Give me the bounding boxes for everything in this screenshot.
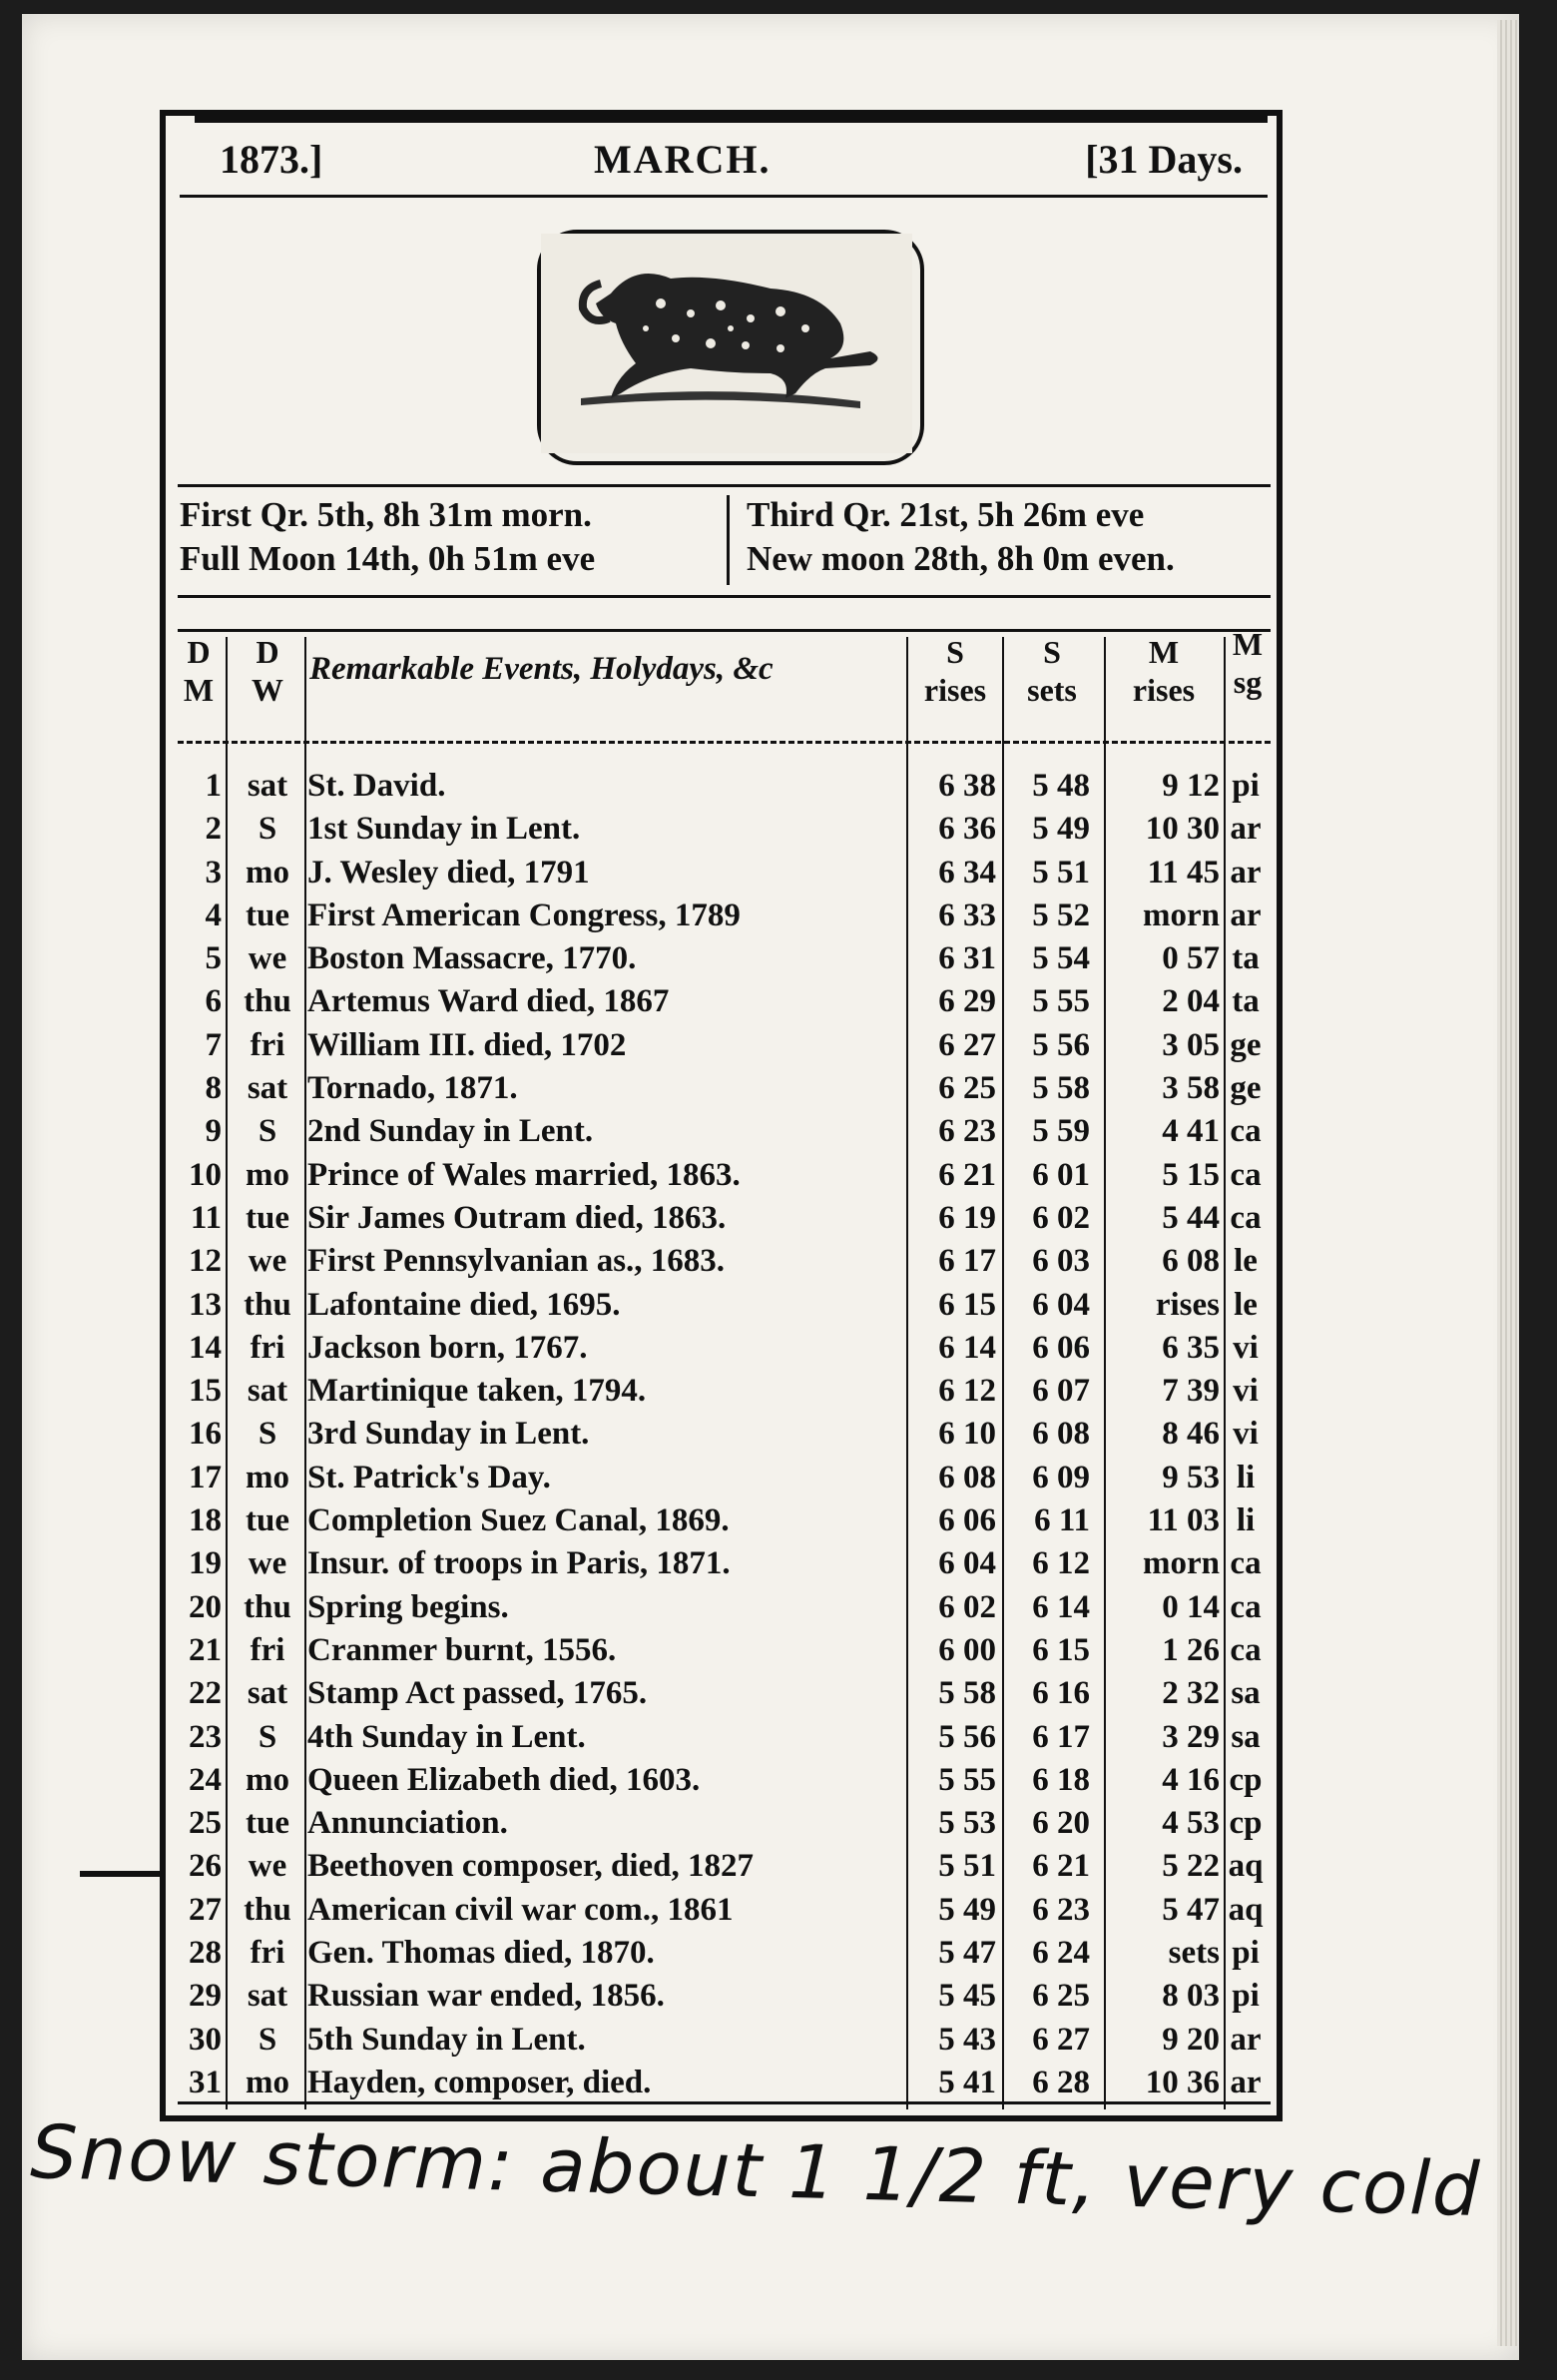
sun-sets: 5 52 <box>1032 896 1090 933</box>
moon-rises: 3 05 <box>1162 1026 1220 1063</box>
moon-sign: ar <box>1230 2064 1262 2100</box>
sun-sets: 6 12 <box>1032 1545 1090 1582</box>
event-text: Lafontaine died, 1695. <box>307 1286 621 1323</box>
col-ss-line1: S <box>1043 634 1061 670</box>
moon-sign: li <box>1236 1502 1256 1539</box>
day-of-month: 22 <box>189 1675 222 1712</box>
moon-phases <box>180 491 1273 589</box>
col-sg-line1: M <box>1232 626 1264 662</box>
event-text: Cranmer burnt, 1556. <box>307 1631 617 1668</box>
sun-rises: 6 15 <box>938 1286 996 1323</box>
table-bottom-rule <box>178 2101 1271 2104</box>
day-of-week: S <box>258 1113 277 1150</box>
day-of-month: 19 <box>189 1545 222 1582</box>
col-dw-line2: W <box>252 672 283 708</box>
table-row <box>176 1499 1274 1542</box>
col-sr-line1: S <box>946 634 964 670</box>
moon-rises: 2 04 <box>1162 983 1220 1020</box>
event-text: 5th Sunday in Lent. <box>307 2021 586 2058</box>
sun-rises: 6 23 <box>938 1113 996 1150</box>
event-text: Spring begins. <box>307 1588 509 1625</box>
table-row <box>176 1586 1274 1629</box>
table-row <box>176 1284 1274 1327</box>
col-moon-sign <box>1226 625 1270 701</box>
day-of-month: 20 <box>189 1588 222 1625</box>
sun-sets: 6 27 <box>1032 2021 1090 2058</box>
table-row <box>176 937 1274 980</box>
days-count: [31 Days. <box>1085 137 1243 182</box>
day-of-month: 8 <box>205 1070 222 1107</box>
day-of-month: 29 <box>189 1978 222 2015</box>
moon-rises: 6 08 <box>1162 1243 1220 1280</box>
moon-rises: 7 39 <box>1162 1373 1220 1410</box>
moon-sign: pi <box>1232 768 1260 804</box>
sun-rises: 6 34 <box>938 854 996 891</box>
sun-rises: 6 33 <box>938 896 996 933</box>
day-of-month: 9 <box>205 1113 222 1150</box>
moon-rises: 10 30 <box>1145 811 1220 848</box>
day-of-week: we <box>248 1243 287 1280</box>
event-text: Completion Suez Canal, 1869. <box>307 1502 730 1539</box>
event-text: American civil war com., 1861 <box>307 1891 734 1928</box>
sun-sets: 6 03 <box>1032 1243 1090 1280</box>
day-of-month: 7 <box>205 1026 222 1063</box>
table-row <box>176 1932 1274 1975</box>
moon-sign: ca <box>1230 1588 1262 1625</box>
sun-rises: 6 38 <box>938 768 996 804</box>
table-row <box>176 2062 1274 2104</box>
sun-sets: 6 15 <box>1032 1631 1090 1668</box>
sun-rises: 6 36 <box>938 811 996 848</box>
first-quarter: First Qr. 5th, 8h 31m morn. <box>180 495 592 534</box>
moon-rises: 4 16 <box>1162 1761 1220 1798</box>
table-row <box>176 852 1274 894</box>
event-text: St. Patrick's Day. <box>307 1459 551 1495</box>
moon-sign: ca <box>1230 1113 1262 1150</box>
event-text: Queen Elizabeth died, 1603. <box>307 1761 701 1798</box>
day-of-month: 13 <box>189 1286 222 1323</box>
day-of-week: fri <box>250 1026 285 1063</box>
moon-rises: morn <box>1143 1545 1220 1582</box>
event-text: J. Wesley died, 1791 <box>307 854 590 891</box>
moon-sign: li <box>1236 1459 1256 1495</box>
event-text: Martinique taken, 1794. <box>307 1373 647 1410</box>
table-row <box>176 1889 1274 1932</box>
col-sr-line2: rises <box>923 672 987 708</box>
moon-rises: rises <box>1155 1286 1220 1323</box>
moon-sign: sa <box>1231 1718 1261 1755</box>
day-of-month: 25 <box>189 1805 222 1842</box>
col-day-month <box>176 633 222 709</box>
moon-sign: ta <box>1232 983 1260 1020</box>
day-of-month: 15 <box>189 1373 222 1410</box>
sun-sets: 5 56 <box>1032 1026 1090 1063</box>
moon-sign: vi <box>1233 1416 1259 1453</box>
day-of-month: 23 <box>189 1718 222 1755</box>
frame-top-rule <box>195 115 1268 123</box>
moon-sign: aq <box>1228 1848 1264 1885</box>
calendar-rows <box>176 765 1274 2104</box>
day-of-week: fri <box>250 1329 285 1366</box>
sun-rises: 6 25 <box>938 1070 996 1107</box>
event-text: 4th Sunday in Lent. <box>307 1718 586 1755</box>
day-of-week: mo <box>246 1761 289 1798</box>
day-of-week: thu <box>244 983 291 1020</box>
sun-sets: 6 21 <box>1032 1848 1090 1885</box>
day-of-month: 4 <box>205 896 222 933</box>
table-row <box>176 1024 1274 1067</box>
sun-rises: 6 12 <box>938 1373 996 1410</box>
sun-sets: 6 23 <box>1032 1891 1090 1928</box>
moon-sign: cp <box>1229 1805 1263 1842</box>
sun-sets: 6 14 <box>1032 1588 1090 1625</box>
sun-sets: 6 11 <box>1034 1502 1090 1539</box>
table-header <box>176 626 1274 729</box>
moon-sign: ge <box>1230 1070 1262 1107</box>
day-of-week: sat <box>247 1978 288 2015</box>
table-row <box>176 1197 1274 1240</box>
sun-rises: 6 21 <box>938 1156 996 1193</box>
day-of-month: 26 <box>189 1848 222 1885</box>
day-of-month: 30 <box>189 2021 222 2058</box>
sun-sets: 5 55 <box>1032 983 1090 1020</box>
moon-rises: 8 46 <box>1162 1416 1220 1453</box>
sun-rises: 5 58 <box>938 1675 996 1712</box>
sun-rises: 5 47 <box>938 1935 996 1972</box>
moon-rises: 0 14 <box>1162 1588 1220 1625</box>
year-label: 1873.] <box>220 137 323 182</box>
table-row <box>176 1154 1274 1197</box>
moon-rises: 0 57 <box>1162 940 1220 977</box>
table-row <box>176 1759 1274 1802</box>
event-text: Stamp Act passed, 1765. <box>307 1675 648 1712</box>
page-edge <box>1497 20 1517 2346</box>
moon-sign: aq <box>1228 1891 1264 1928</box>
sun-rises: 6 02 <box>938 1588 996 1625</box>
ram-vignette <box>537 230 924 465</box>
day-of-week: mo <box>246 1156 289 1193</box>
moon-sign: ca <box>1230 1631 1262 1668</box>
moon-rises: 9 20 <box>1162 2021 1220 2058</box>
sun-sets: 6 28 <box>1032 2064 1090 2100</box>
event-text: Sir James Outram died, 1863. <box>307 1199 727 1236</box>
table-row <box>176 1629 1274 1672</box>
sun-sets: 6 16 <box>1032 1675 1090 1712</box>
day-of-month: 24 <box>189 1761 222 1798</box>
page-header <box>180 128 1263 190</box>
moon-sign: sa <box>1231 1675 1261 1712</box>
day-of-week: thu <box>244 1286 291 1323</box>
day-of-month: 11 <box>190 1199 222 1236</box>
day-of-week: sat <box>247 1373 288 1410</box>
event-text: 2nd Sunday in Lent. <box>307 1113 594 1150</box>
day-of-month: 5 <box>205 940 222 977</box>
table-row <box>176 1457 1274 1499</box>
col-dw-line1: D <box>256 634 279 670</box>
day-of-week: thu <box>244 1588 291 1625</box>
moon-sign: le <box>1234 1286 1258 1323</box>
table-row <box>176 1413 1274 1456</box>
event-text: Boston Massacre, 1770. <box>307 940 637 977</box>
sun-rises: 5 41 <box>938 2064 996 2100</box>
sun-sets: 6 07 <box>1032 1373 1090 1410</box>
phase-rule-top <box>178 484 1271 487</box>
moon-sign: vi <box>1233 1329 1259 1366</box>
sun-rises: 5 49 <box>938 1891 996 1928</box>
event-text: Russian war ended, 1856. <box>307 1978 665 2015</box>
moon-sign: cp <box>1229 1761 1263 1798</box>
moon-rises: 11 03 <box>1147 1502 1220 1539</box>
moon-rises: 3 58 <box>1162 1070 1220 1107</box>
sun-sets: 5 48 <box>1032 768 1090 804</box>
moon-sign: ar <box>1230 896 1262 933</box>
day-of-week: we <box>248 940 287 977</box>
day-of-week: mo <box>246 1459 289 1495</box>
sun-sets: 6 01 <box>1032 1156 1090 1193</box>
sun-sets: 5 49 <box>1032 811 1090 848</box>
moon-sign: ca <box>1230 1199 1262 1236</box>
table-row <box>176 980 1274 1023</box>
phase-divider <box>727 495 730 585</box>
moon-rises: 11 45 <box>1147 854 1220 891</box>
header-rule <box>180 195 1268 198</box>
moon-rises: 5 15 <box>1162 1156 1220 1193</box>
event-text: Tornado, 1871. <box>307 1070 518 1107</box>
col-mr-line2: rises <box>1132 672 1196 708</box>
col-moon-rises <box>1104 633 1224 709</box>
phase-rule-mid <box>178 595 1271 598</box>
sun-rises: 6 31 <box>938 940 996 977</box>
moon-rises: morn <box>1143 896 1220 933</box>
moon-sign: ar <box>1230 854 1262 891</box>
table-row <box>176 894 1274 937</box>
day-of-month: 1 <box>205 768 222 804</box>
sun-rises: 5 45 <box>938 1978 996 2015</box>
day-of-week: S <box>258 1416 277 1453</box>
event-text: William III. died, 1702 <box>307 1026 627 1063</box>
sun-rises: 6 10 <box>938 1416 996 1453</box>
sun-sets: 6 09 <box>1032 1459 1090 1495</box>
table-row <box>176 765 1274 808</box>
moon-sign: pi <box>1232 1935 1260 1972</box>
event-text: St. David. <box>307 768 446 804</box>
sun-rises: 6 17 <box>938 1243 996 1280</box>
table-row <box>176 2019 1274 2062</box>
col-dm-line1: D <box>187 634 211 670</box>
event-text: Artemus Ward died, 1867 <box>307 983 670 1020</box>
sun-rises: 6 08 <box>938 1459 996 1495</box>
table-row <box>176 1542 1274 1585</box>
event-text: 1st Sunday in Lent. <box>307 811 581 848</box>
sun-rises: 6 29 <box>938 983 996 1020</box>
day-of-month: 2 <box>205 811 222 848</box>
col-day-week <box>228 633 307 709</box>
moon-sign: ca <box>1230 1545 1262 1582</box>
moon-sign: ar <box>1230 2021 1262 2058</box>
event-text: Annunciation. <box>307 1805 508 1842</box>
leaping-ram-icon <box>541 234 912 453</box>
event-text: First American Congress, 1789 <box>307 896 741 933</box>
sun-rises: 6 19 <box>938 1199 996 1236</box>
moon-sign: le <box>1234 1243 1258 1280</box>
sun-rises: 6 14 <box>938 1329 996 1366</box>
day-of-month: 17 <box>189 1459 222 1495</box>
moon-rises: 5 47 <box>1162 1891 1220 1928</box>
new-moon: New moon 28th, 8h 0m even. <box>747 539 1175 578</box>
moon-rises: 1 26 <box>1162 1631 1220 1668</box>
day-of-month: 12 <box>189 1243 222 1280</box>
month-title: MARCH. <box>594 137 772 182</box>
moon-rises: 9 53 <box>1162 1459 1220 1495</box>
col-sun-rises <box>908 633 1002 709</box>
event-text: Jackson born, 1767. <box>307 1329 588 1366</box>
handwritten-note: Snow storm: about 1 1/2 ft, very cold <box>29 2109 1483 2234</box>
day-of-month: 21 <box>189 1631 222 1668</box>
sun-sets: 6 18 <box>1032 1761 1090 1798</box>
sun-rises: 6 00 <box>938 1631 996 1668</box>
day-of-week: sat <box>247 1070 288 1107</box>
day-of-week: mo <box>246 854 289 891</box>
sun-rises: 5 51 <box>938 1848 996 1885</box>
sun-sets: 6 04 <box>1032 1286 1090 1323</box>
handwritten-marker <box>80 1871 160 1877</box>
col-sg-line2: sg <box>1233 664 1263 700</box>
moon-sign: pi <box>1232 1978 1260 2015</box>
moon-sign: vi <box>1233 1373 1259 1410</box>
day-of-week: tue <box>246 1199 289 1236</box>
table-row <box>176 1240 1274 1283</box>
sun-rises: 5 53 <box>938 1805 996 1842</box>
moon-rises: 4 53 <box>1162 1805 1220 1842</box>
day-of-week: we <box>248 1848 287 1885</box>
day-of-month: 28 <box>189 1935 222 1972</box>
table-row <box>176 1327 1274 1370</box>
col-events: Remarkable Events, Holydays, &c <box>309 651 774 687</box>
col-dm-line2: M <box>183 672 215 708</box>
day-of-week: thu <box>244 1891 291 1928</box>
day-of-week: S <box>258 811 277 848</box>
event-text: First Pennsylvanian as., 1683. <box>307 1243 726 1280</box>
sun-sets: 6 02 <box>1032 1199 1090 1236</box>
event-text: Prince of Wales married, 1863. <box>307 1156 741 1193</box>
sun-sets: 5 58 <box>1032 1070 1090 1107</box>
sun-sets: 6 25 <box>1032 1978 1090 2015</box>
sun-sets: 6 08 <box>1032 1416 1090 1453</box>
table-row <box>176 1110 1274 1153</box>
day-of-month: 27 <box>189 1891 222 1928</box>
moon-rises: 2 32 <box>1162 1675 1220 1712</box>
day-of-week: tue <box>246 1805 289 1842</box>
table-row <box>176 1975 1274 2018</box>
sun-sets: 6 20 <box>1032 1805 1090 1842</box>
day-of-week: fri <box>250 1631 285 1668</box>
day-of-week: fri <box>250 1935 285 1972</box>
table-row <box>176 1845 1274 1888</box>
col-ss-line2: sets <box>1027 672 1077 708</box>
day-of-month: 10 <box>189 1156 222 1193</box>
table-row <box>176 1716 1274 1759</box>
sun-sets: 6 24 <box>1032 1935 1090 1972</box>
table-row <box>176 1802 1274 1845</box>
event-text: Insur. of troops in Paris, 1871. <box>307 1545 731 1582</box>
table-row <box>176 1370 1274 1413</box>
day-of-week: tue <box>246 896 289 933</box>
day-of-week: tue <box>246 1502 289 1539</box>
moon-rises: sets <box>1168 1935 1220 1972</box>
table-row <box>176 1067 1274 1110</box>
day-of-week: sat <box>247 768 288 804</box>
sun-rises: 5 55 <box>938 1761 996 1798</box>
day-of-month: 6 <box>205 983 222 1020</box>
full-moon: Full Moon 14th, 0h 51m eve <box>180 539 596 578</box>
day-of-week: S <box>258 1718 277 1755</box>
header-dash-rule <box>178 741 1271 744</box>
sun-rises: 6 04 <box>938 1545 996 1582</box>
event-text: 3rd Sunday in Lent. <box>307 1416 590 1453</box>
sun-rises: 6 27 <box>938 1026 996 1063</box>
moon-rises: 10 36 <box>1145 2064 1220 2100</box>
moon-sign: ta <box>1232 940 1260 977</box>
moon-rises: 5 44 <box>1162 1199 1220 1236</box>
sun-rises: 6 06 <box>938 1502 996 1539</box>
sun-sets: 5 54 <box>1032 940 1090 977</box>
day-of-week: S <box>258 2021 277 2058</box>
col-sun-sets <box>1004 633 1100 709</box>
moon-rises: 3 29 <box>1162 1718 1220 1755</box>
day-of-month: 31 <box>189 2064 222 2100</box>
moon-rises: 4 41 <box>1162 1113 1220 1150</box>
table-row <box>176 1672 1274 1715</box>
table-row <box>176 808 1274 851</box>
moon-sign: ca <box>1230 1156 1262 1193</box>
moon-rises: 6 35 <box>1162 1329 1220 1366</box>
sun-rises: 5 43 <box>938 2021 996 2058</box>
day-of-week: we <box>248 1545 287 1582</box>
day-of-month: 3 <box>205 854 222 891</box>
event-text: Beethoven composer, died, 1827 <box>307 1848 755 1885</box>
col-mr-line1: M <box>1148 634 1180 670</box>
moon-rises: 8 03 <box>1162 1978 1220 2015</box>
sun-sets: 5 59 <box>1032 1113 1090 1150</box>
day-of-month: 16 <box>189 1416 222 1453</box>
event-text: Hayden, composer, died. <box>307 2064 652 2100</box>
event-text: Gen. Thomas died, 1870. <box>307 1935 655 1972</box>
sun-sets: 6 17 <box>1032 1718 1090 1755</box>
moon-rises: 9 12 <box>1162 768 1220 804</box>
day-of-month: 14 <box>189 1329 222 1366</box>
moon-rises: 5 22 <box>1162 1848 1220 1885</box>
moon-sign: ge <box>1230 1026 1262 1063</box>
day-of-week: mo <box>246 2064 289 2100</box>
day-of-week: sat <box>247 1675 288 1712</box>
day-of-month: 18 <box>189 1502 222 1539</box>
sun-sets: 6 06 <box>1032 1329 1090 1366</box>
third-quarter: Third Qr. 21st, 5h 26m eve <box>747 495 1145 534</box>
moon-sign: ar <box>1230 811 1262 848</box>
sun-rises: 5 56 <box>938 1718 996 1755</box>
sun-sets: 5 51 <box>1032 854 1090 891</box>
